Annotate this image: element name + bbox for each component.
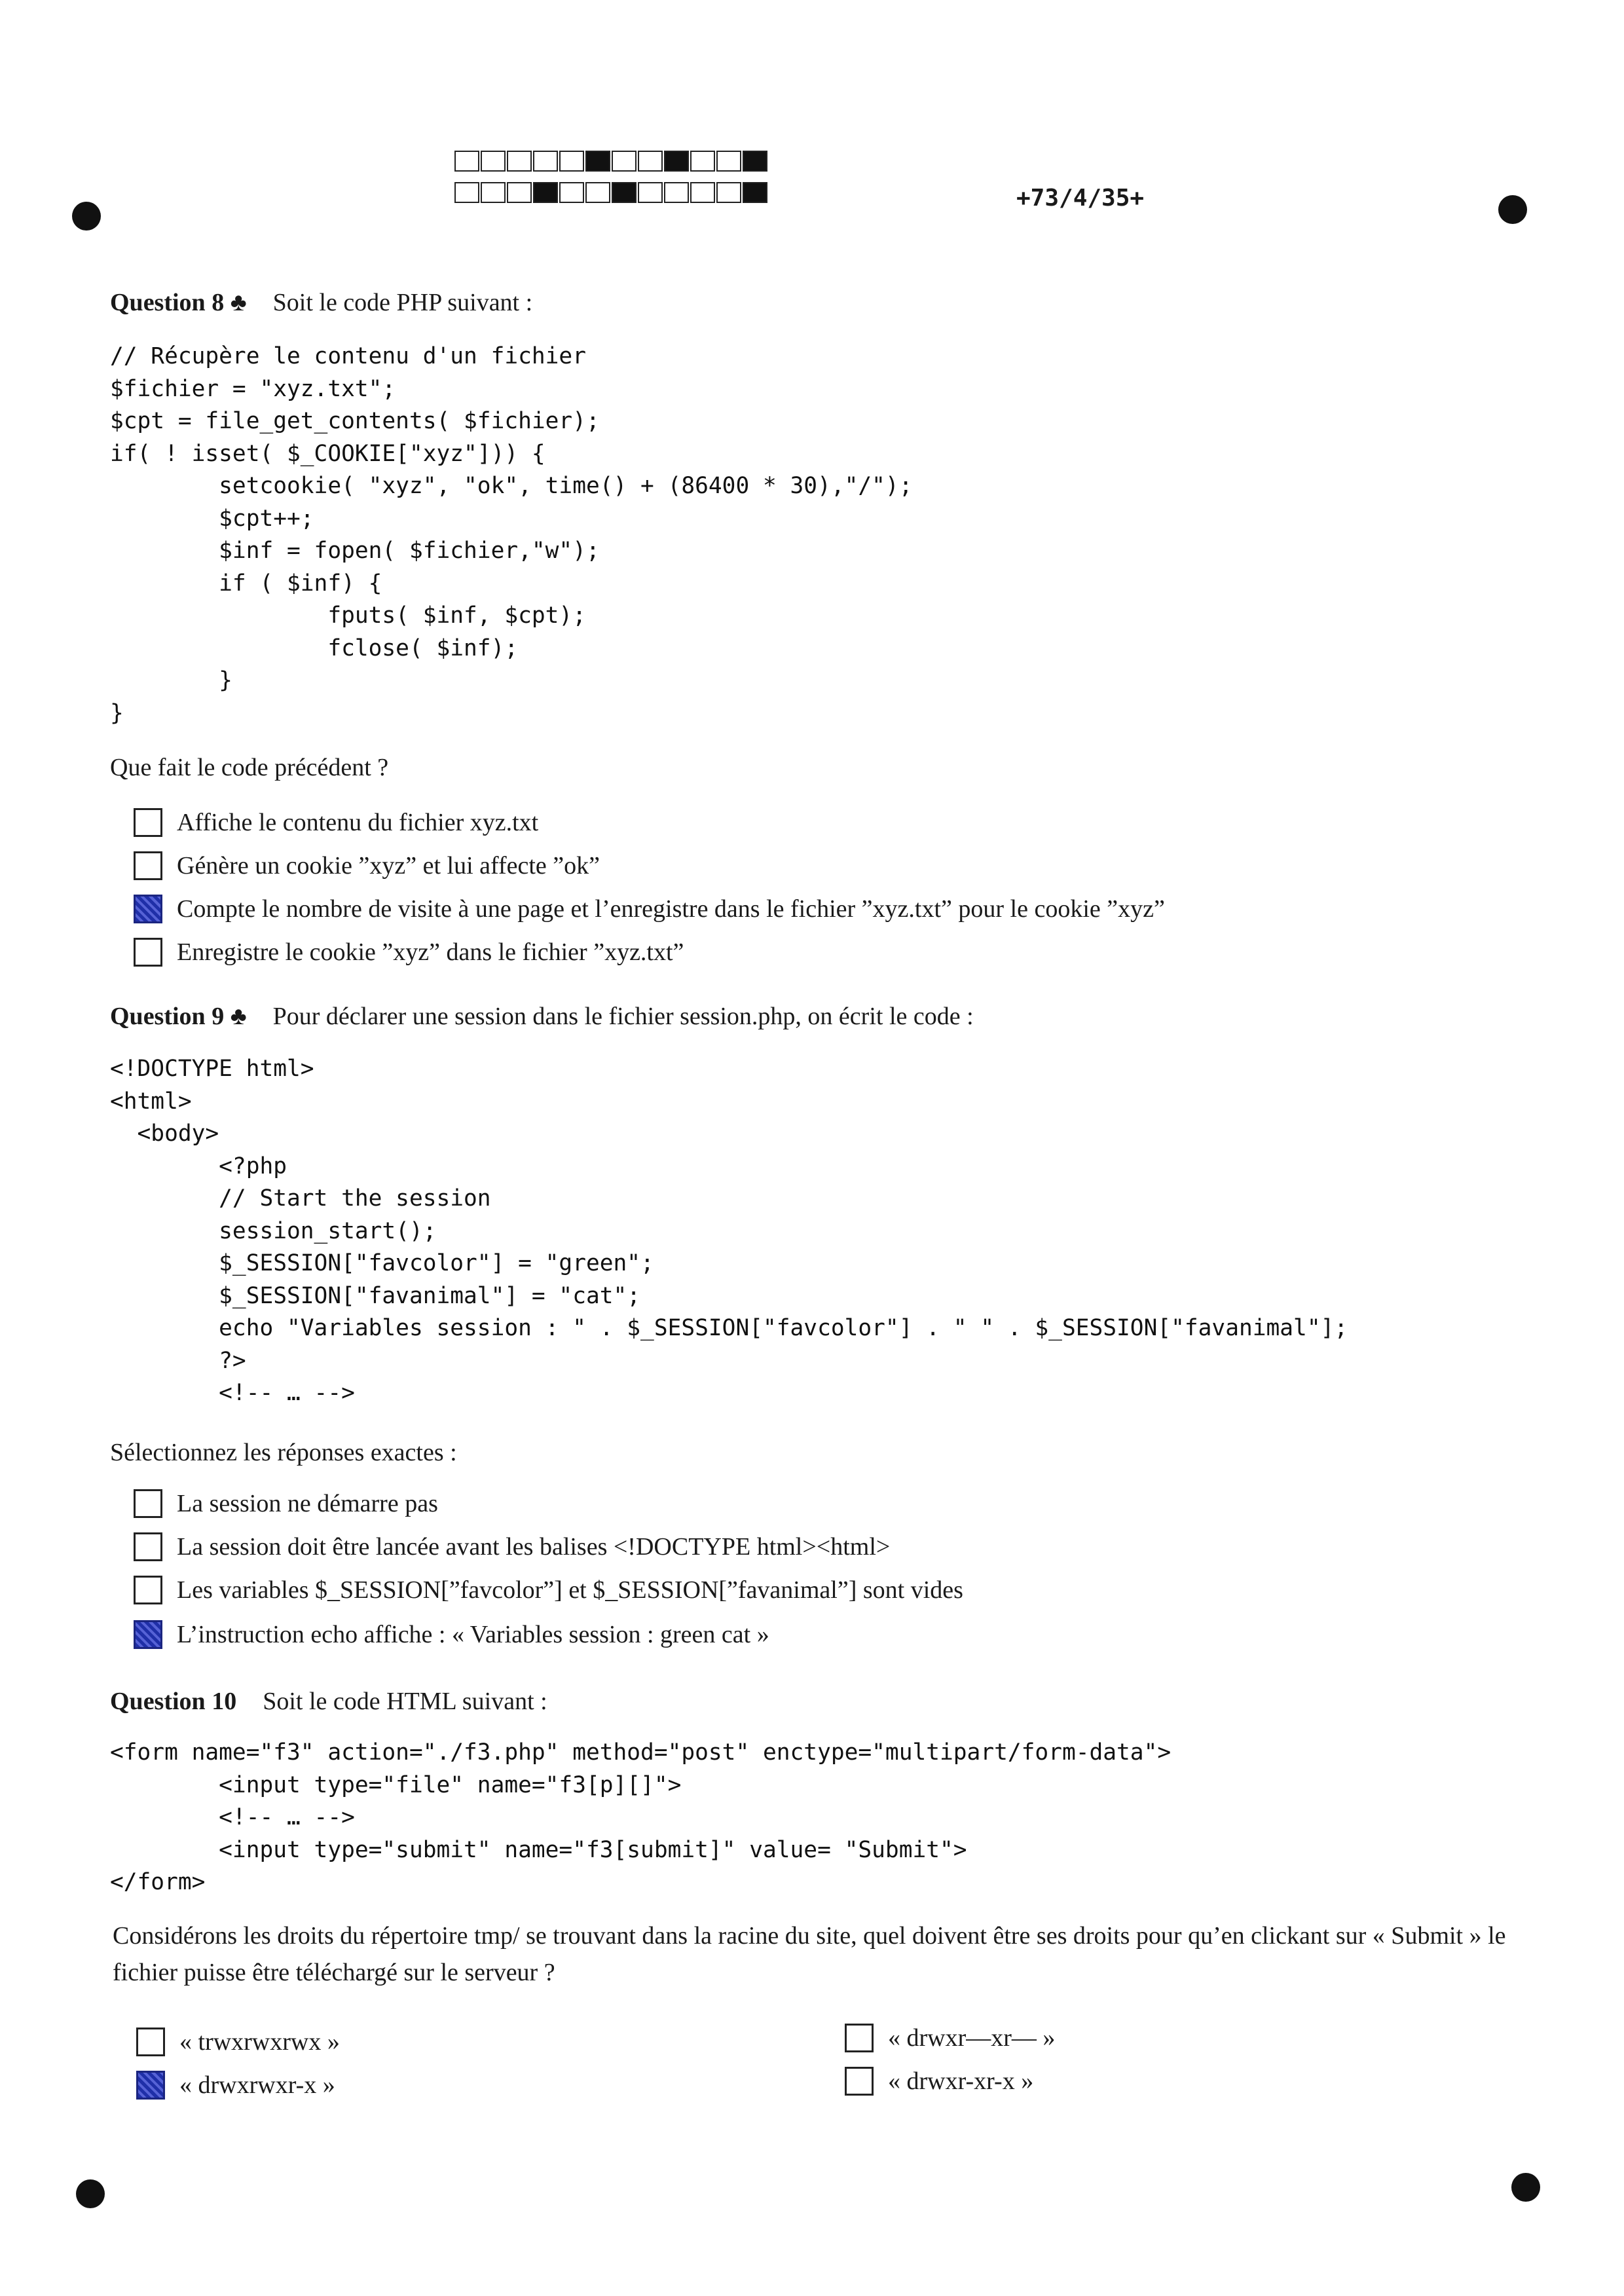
page-id: +73/4/35+ (1016, 185, 1145, 212)
answer-option[interactable] (134, 851, 600, 880)
code-line: // Start the session (110, 1185, 491, 1212)
barcode-row (454, 182, 769, 203)
answer-option[interactable] (136, 2071, 335, 2100)
question-text: Soit le code PHP suivant : (272, 289, 533, 316)
answer-option[interactable] (134, 938, 684, 967)
answer-label: L’instruction echo affiche : « Variables session : green cat » (177, 1621, 769, 1648)
answer-checkbox[interactable] (134, 1576, 162, 1604)
question-8-heading (110, 288, 532, 317)
answer-option[interactable] (134, 895, 1165, 923)
code-line: <body> (110, 1120, 219, 1147)
barcode-cell (533, 151, 558, 172)
answer-label: « drwxrwxr-x » (179, 2071, 335, 2099)
question-10-heading (110, 1687, 547, 1716)
answer-label: Affiche le contenu du fichier xyz.txt (177, 809, 539, 836)
barcode-cell (690, 151, 715, 172)
barcode-cell (481, 151, 506, 172)
barcode-cell (690, 182, 715, 203)
barcode-cell (559, 182, 584, 203)
barcode-cell (664, 151, 689, 172)
answer-option[interactable] (134, 1620, 769, 1649)
code-line: $cpt++; (110, 505, 314, 532)
question-text: Soit le code HTML suivant : (263, 1688, 547, 1715)
code-line: setcookie( "xyz", "ok", time() + (86400 * 30),"/"); (110, 473, 913, 499)
registration-dot (72, 202, 101, 231)
barcode-cell (507, 151, 532, 172)
barcode-cell (507, 182, 532, 203)
answer-checkbox[interactable] (134, 808, 162, 837)
code-line: if ( $inf) { (110, 570, 382, 597)
code-line: <form name="f3" action="./f3.php" method="post" enctype="multipart/form-data"> (110, 1739, 1172, 1766)
answer-label: Enregistre le cookie ”xyz” dans le fichier ”xyz.txt” (177, 938, 684, 966)
question-prompt: Que fait le code précédent ? (110, 754, 389, 781)
barcode-cell (612, 182, 637, 203)
answer-checkbox[interactable] (134, 1489, 162, 1518)
answer-checkbox[interactable] (845, 2067, 874, 2096)
barcode-cell (664, 182, 689, 203)
barcode-cell (638, 182, 663, 203)
code-block (110, 1053, 1348, 1410)
code-line: $inf = fopen( $fichier,"w"); (110, 538, 600, 564)
code-line: fputs( $inf, $cpt); (110, 602, 586, 629)
barcode-cell (743, 151, 767, 172)
barcode-cell (454, 151, 479, 172)
barcode-cell (585, 182, 610, 203)
question-text: Pour déclarer une session dans le fichier session.php, on écrit le code : (272, 1003, 974, 1030)
answer-checkbox[interactable] (136, 2028, 165, 2056)
answer-label: « trwxrwxrwx » (179, 2028, 340, 2056)
question-prompt: Considérons les droits du répertoire tmp/ se trouvant dans la racine du site, quel doivent être ses droits pour qu’en clickant sur « Submit » le fichier puisse être téléchargé sur le serveur ? (113, 1922, 1506, 1986)
answer-option[interactable] (134, 1489, 438, 1518)
answer-label: Compte le nombre de visite à une page et l’enregistre dans le fichier ”xyz.txt” pour le cookie ”xyz” (177, 895, 1165, 923)
code-line: <?php (110, 1153, 287, 1179)
code-line: <html> (110, 1088, 192, 1115)
answer-checkbox[interactable] (134, 851, 162, 880)
code-line: <!-- … --> (110, 1380, 355, 1406)
barcode-cell (454, 182, 479, 203)
code-line: <!DOCTYPE html> (110, 1056, 314, 1082)
answer-checkbox[interactable] (134, 895, 162, 923)
registration-dot (1511, 2173, 1540, 2202)
code-line: if( ! isset( $_COOKIE["xyz"])) { (110, 440, 545, 467)
barcode-cell (559, 151, 584, 172)
code-line: // Récupère le contenu d'un fichier (110, 343, 586, 369)
code-line: fclose( $inf); (110, 635, 519, 661)
code-line: $cpt = file_get_contents( $fichier); (110, 408, 600, 434)
answer-checkbox[interactable] (136, 2071, 165, 2100)
question-label: Question 10 (110, 1688, 237, 1715)
answer-label: Génère un cookie ”xyz” et lui affecte ”ok” (177, 852, 600, 880)
answer-label: « drwxr-xr-x » (888, 2067, 1034, 2095)
barcode-cell (533, 182, 558, 203)
answer-checkbox[interactable] (134, 938, 162, 967)
code-line: session_start(); (110, 1217, 437, 1244)
barcode-cell (743, 182, 767, 203)
question-label: Question 9 ♣ (110, 1003, 247, 1030)
answer-option[interactable] (845, 2024, 1055, 2052)
answer-checkbox[interactable] (845, 2024, 874, 2052)
answer-option[interactable] (845, 2067, 1033, 2096)
code-line: ?> (110, 1347, 246, 1374)
answer-label: La session doit être lancée avant les balises <!DOCTYPE html><html> (177, 1533, 891, 1561)
registration-dot (76, 2179, 105, 2208)
question-prompt: Sélectionnez les réponses exactes : (110, 1439, 457, 1466)
answer-checkbox[interactable] (134, 1532, 162, 1561)
answer-option[interactable] (134, 1532, 890, 1561)
code-line: } (110, 667, 232, 694)
answer-checkbox[interactable] (134, 1620, 162, 1649)
barcode-cell (585, 151, 610, 172)
barcode-cell (716, 182, 741, 203)
answer-label: La session ne démarre pas (177, 1490, 438, 1517)
code-line: $fichier = "xyz.txt"; (110, 375, 396, 402)
code-line: <!-- … --> (110, 1804, 355, 1830)
barcode-cell (638, 151, 663, 172)
barcode-cell (481, 182, 506, 203)
code-line: $_SESSION["favcolor"] = "green"; (110, 1250, 654, 1276)
code-line: } (110, 699, 124, 726)
answer-option[interactable] (134, 808, 538, 837)
answer-label: « drwxr—xr— » (888, 2024, 1056, 2052)
code-line: $_SESSION["favanimal"] = "cat"; (110, 1282, 641, 1309)
code-line: <input type="submit" name="f3[submit]" value= "Submit"> (110, 1836, 967, 1863)
answer-label: Les variables $_SESSION[”favcolor”] et $_SESSION[”favanimal”] sont vides (177, 1576, 963, 1604)
answer-option[interactable] (134, 1576, 963, 1604)
barcode-cell (716, 151, 741, 172)
question-label: Question 8 ♣ (110, 289, 247, 316)
code-line: <input type="file" name="f3[p][]"> (110, 1771, 682, 1798)
code-block (110, 341, 912, 730)
code-block (110, 1737, 1171, 1899)
barcode-row (454, 151, 769, 172)
code-line: </form> (110, 1869, 206, 1895)
answer-option[interactable] (136, 2028, 340, 2056)
barcode-cell (612, 151, 637, 172)
registration-dot (1498, 195, 1527, 224)
code-line: echo "Variables session : " . $_SESSION["favcolor"] . " " . $_SESSION["favanimal"]; (110, 1315, 1348, 1341)
question-9-heading (110, 1002, 974, 1031)
